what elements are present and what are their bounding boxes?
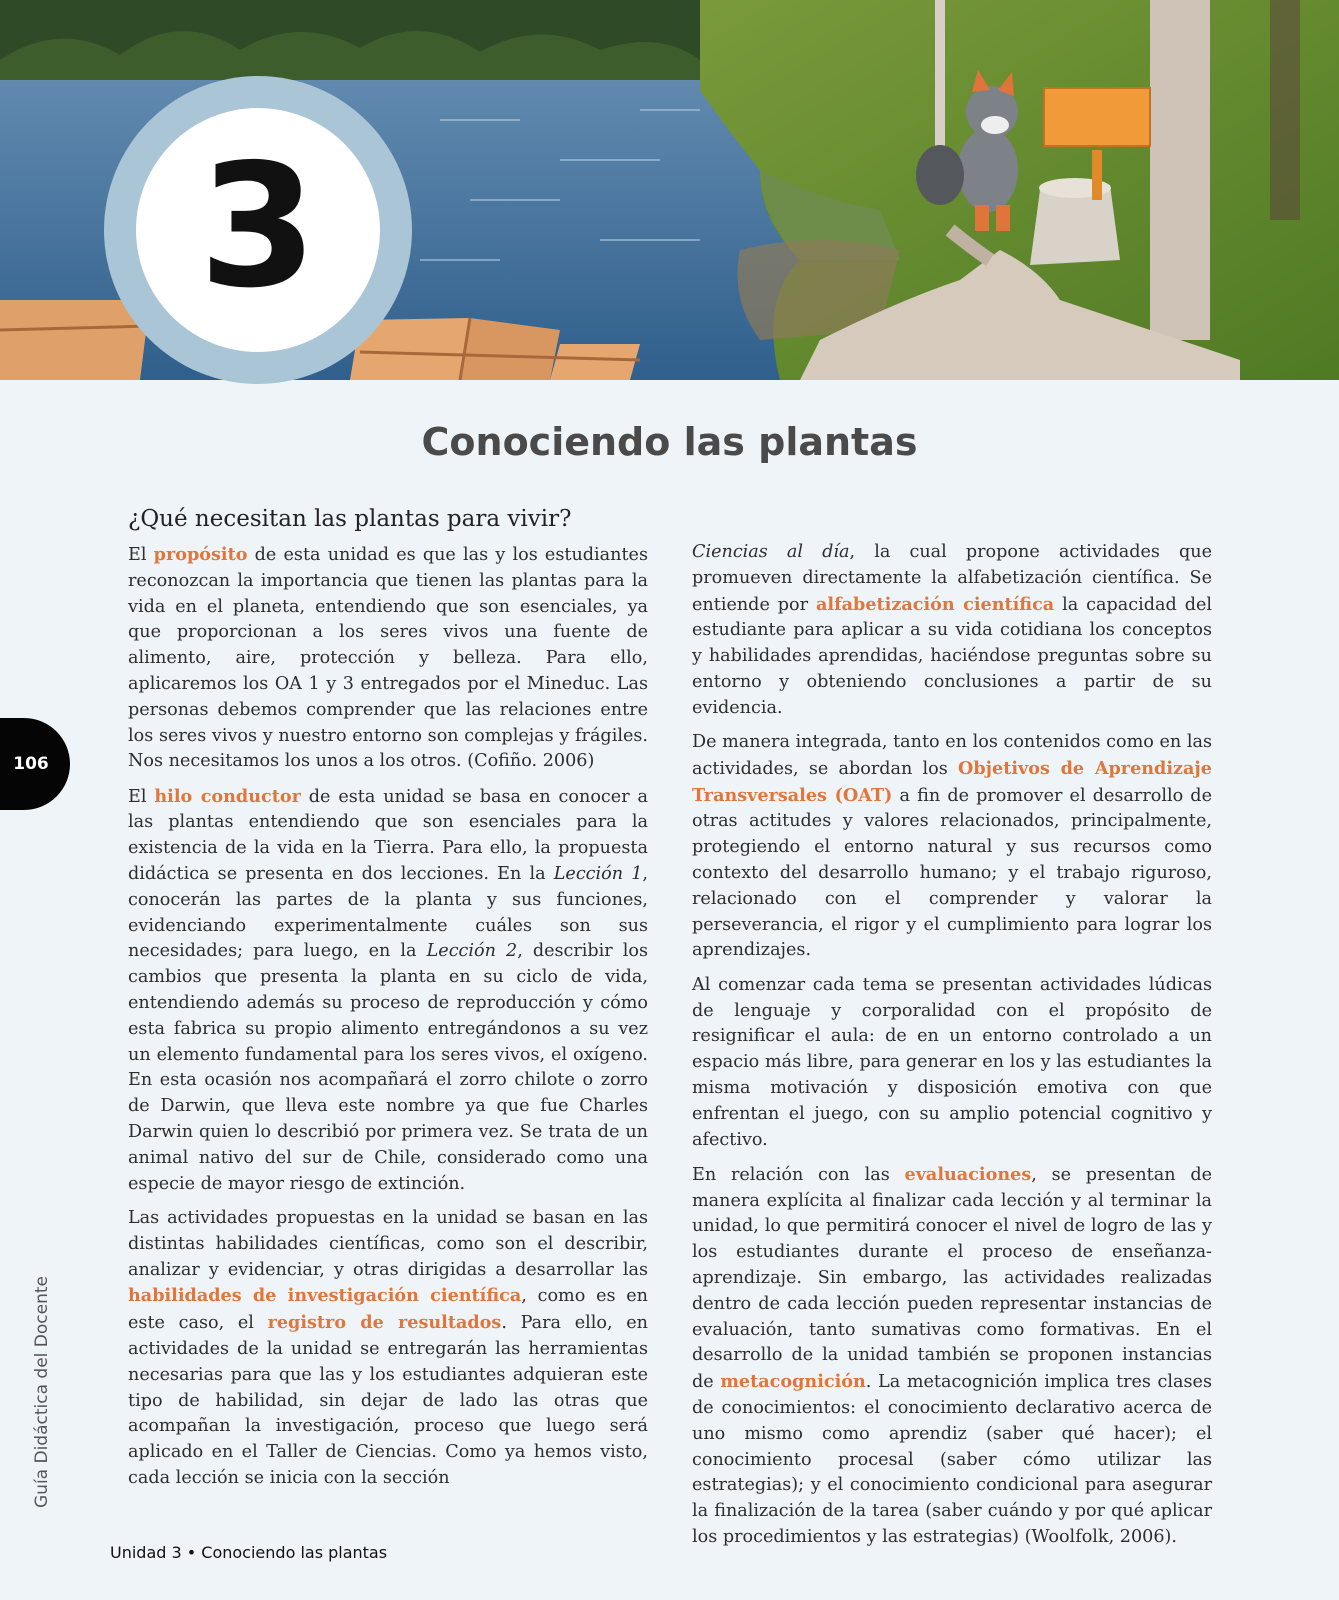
lesson-2-ref: Lección 2 <box>426 941 518 962</box>
footer-unit-label: Unidad 3 • Conociendo las plantas <box>110 1543 388 1562</box>
unit-number-badge <box>104 76 412 384</box>
paragraph-thread: El hilo conductor de esta unidad se basa en conocer a las plantas entendiendo que son esenciales para la existencia de la vida en la Tierra. Para ello, la propuesta didáctica se presenta en dos lecciones. En la Lección 1, conocerán las partes de la planta y sus funciones, evidenciando experimentalmente cuáles son sus necesidades; para luego, en la Lección 2, describir los cambios que presenta la planta en su ciclo de vida, entendiendo además su proceso de reproducción y cómo esta fabrica su propio alimento entregándonos a su vez un elemento fundamental para los seres vivos, el oxígeno. En esta ocasión nos acompañará el zorro chilote o zorro de Darwin, que lleva este nombre ya que fue Charles Darwin quien lo describió por primera vez. Se trata de un animal nativo del sur de Chile, considerado como una especie de mayor riesgo de extinción. <box>128 785 649 1194</box>
paragraph-evaluaciones: En relación con las evaluaciones, se presentan de manera explícita al finalizar cada lección y al terminar la unidad, lo que permitirá conocer el nivel de logro de las y los estudiantes durante el proceso de enseñanza-aprendizaje. Sin embargo, las actividades realizadas dentro de cada lección pueden representar instancias de evaluación, tanto sumativas como formativas. En el desarrollo de la unidad también se proponen instancias de metacognición. La metacognición implica tres clases de conocimientos: el conocimiento declarativo acerca de uno mismo como aprendiz (saber qué hacer); el conocimiento procesal (saber cómo utilizar las estrategias); y el conocimiento condicional para asegurar la finalización de la tarea (saber cuándo y por qué aplicar los procedimientos y las estrategias) (Woolfolk, 2006). <box>692 1163 1212 1547</box>
paragraph-activities: Las actividades propuestas en la unidad se basan en las distintas habilidades científicas, como son el describir, analizar y evidenciar, y otras dirigidas a desarrollar las habilidades de investigación científica, como es en este caso, el registro de resultados. Para ello, en actividades de la unidad se entregarán las herramientas necesarias para que las y los estudiantes adquieran este tipo de habilidad, sin dejar de lado las otras que acompañan la investigación, proceso que luego será aplicado en el Taller de Ciencias. Como ya hemos visto, cada lección se inicia con la sección <box>128 1207 648 1488</box>
paragraph-ludicas: Al comenzar cada tema se presentan actividades lúdicas de lenguaje y corporalidad con el propósito de resignificar el aula: de en un entorno controlado a un espacio más libre, para generar en los y las estudiantes la misma motivación y disposición emotiva con que enfrentan el juego, con su amplio potencial cognitivo y afectivo. <box>692 974 1212 1150</box>
paragraph-purpose: El propósito de esta unidad es que las y los estudiantes reconozcan la importancia que tienen las plantas para la vida en el planeta, entendiendo que son esenciales, ya que proporcionan a los seres vivos una fuente de alimento, aire, protección y belleza. Para ello, aplicaremos los OA 1 y 3 entregados por el Mineduc. Las personas debemos comprender que las relaciones entre los seres vivos y nuestro entorno son complejas y frágiles. Nos necesitamos los unos a los otros. (Cofiño. 2006) <box>128 544 648 772</box>
highlight-registro-resultados: registro de resultados <box>267 1312 502 1334</box>
right-column <box>692 540 1212 1559</box>
side-title: Guía Didáctica del Docente <box>32 1276 52 1508</box>
highlight-hilo-conductor: hilo conductor <box>154 785 301 807</box>
section-heading: ¿Qué necesitan las plantas para vivir? <box>128 506 572 532</box>
paragraph-oat: De manera integrada, tanto en los contenidos como en las actividades, se abordan los Objetivos de Aprendizaje Transversales (OAT) a fin de promover el desarrollo de otras actitudes y valores relacionados, principalmente, protegiendo el entorno natural y sus recursos como contexto del desarrollo humano; y el trabajo riguroso, relacionado con el comprender y valorar la perseverancia, el rigor y el cumplimiento para lograr los aprendizajes. <box>692 732 1212 961</box>
highlight-metacognicion: metacognición <box>720 1371 866 1393</box>
lesson-1-ref: Lección 1 <box>553 864 643 885</box>
page-number-tab <box>0 718 70 810</box>
left-column <box>128 504 648 1500</box>
paragraph-ciencias-al-dia: Ciencias al día, la cual propone actividades que promueven directamente la alfabetización científica. Se entiende por alfabetización científica la capacidad del estudiante para aplicar a su vida cotidiana los conceptos y habilidades aprendidas, haciéndose preguntas sobre su entorno y obteniendo conclusiones a partir de su evidencia. <box>692 542 1213 718</box>
page-title: Conociendo las plantas <box>421 420 918 464</box>
highlight-proposito: propósito <box>153 544 248 565</box>
ciencias-al-dia-ref: Ciencias al día <box>692 542 850 562</box>
highlight-alfabetizacion: alfabetización científica <box>815 593 1055 615</box>
page-number: 106 <box>13 754 49 774</box>
highlight-habilidades-investigacion: habilidades de investigación científica <box>128 1285 522 1307</box>
unit-number: 3 <box>198 128 318 326</box>
highlight-evaluaciones: evaluaciones <box>904 1163 1032 1185</box>
unit-number-circle <box>136 108 380 352</box>
highlight-oat: Objetivos de Aprendizaje Transversales (OAT) <box>692 757 1212 806</box>
